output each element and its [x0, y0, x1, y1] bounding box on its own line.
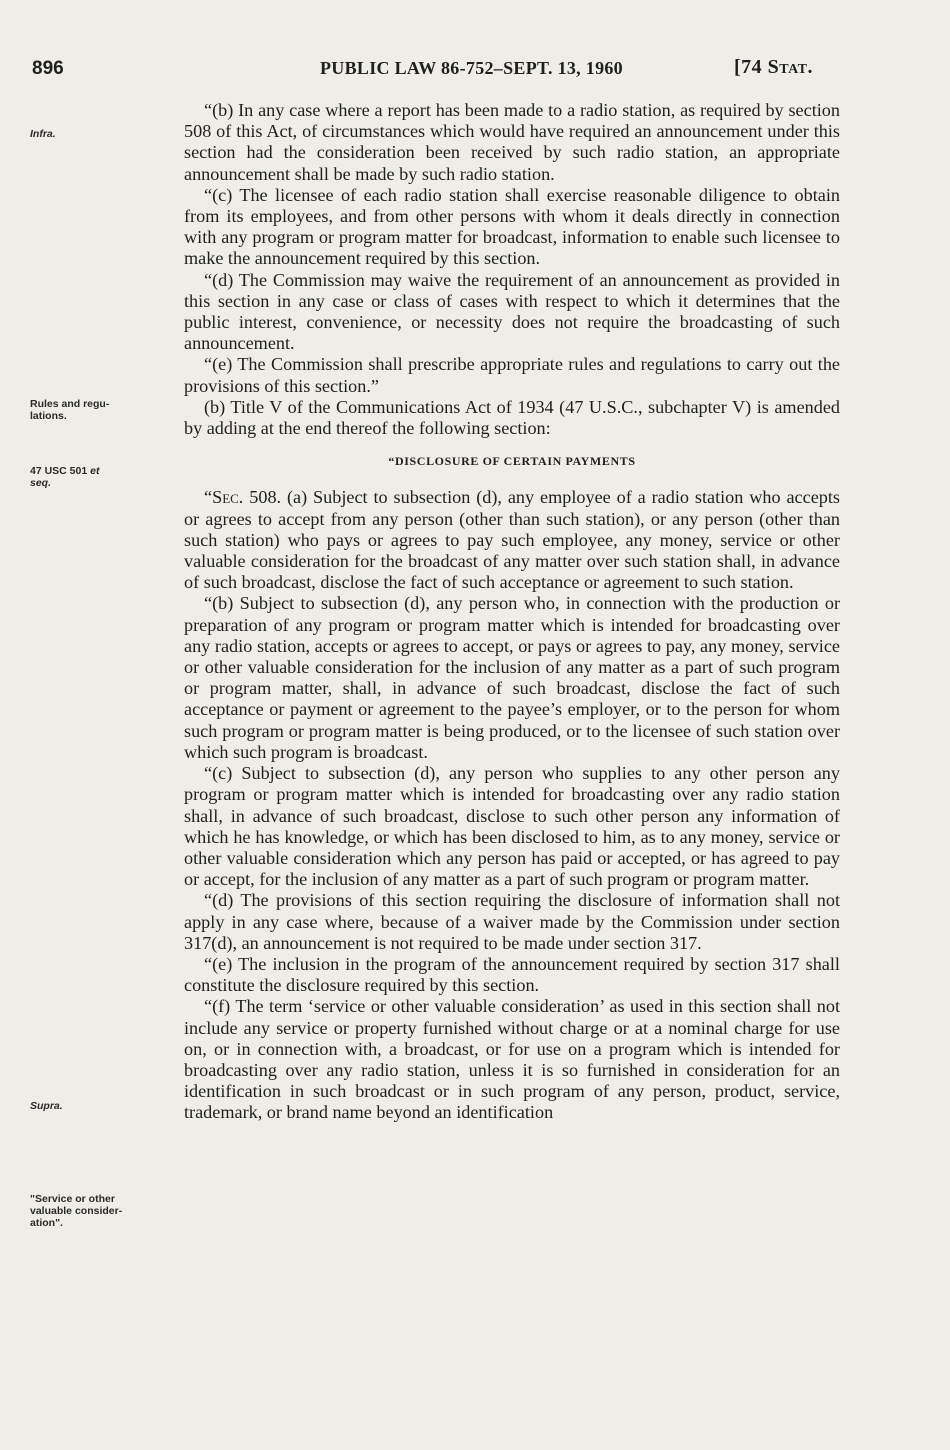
paragraph-508-c: “(c) Subject to subsection (d), any person who supplies to any other person any program or program matter which is intended for broadcasting over any radio station shall, in advance of such broadcast, disclose to such other person any information of which he has knowledge, or which has been disclosed to him, as to any money, service or other valuable consideration which any person has paid or accepted, or has agreed to pay or accept, for the inclusion of any matter as a part of such program or program matter.: [184, 763, 840, 890]
statute-prefix: [74: [734, 56, 768, 78]
paragraph-c-licensee: “(c) The licensee of each radio station shall exercise reasonable diligence to obtain from its employees, and from other persons with whom it deals directly in connection with any program or program matter for broadcast, information to enable such licensee to make the announcement required by this section.: [184, 184, 840, 269]
margin-note-service-line1: "Service or other: [30, 1193, 115, 1205]
margin-note-rules: [30, 398, 178, 422]
paragraph-508-d: “(d) The provisions of this section requiring the disclosure of information shall not apply in any case where, because of a waiver made by the Commission under section 317(d), an announcement is not required to be made under section 317.: [184, 890, 840, 953]
paragraph-508-b: “(b) Subject to subsection (d), any person who, in connection with the production or preparation of any program or program matter which is intended for broadcasting over any radio station, accepts or agrees to accept, or pays or agrees to pay, any money, service or other valuable consideration for the inclusion of any matter as a part of such program or program matter, shall, in advance of such broadcast, disclose the fact of such acceptance or payment or agreement to the payee’s employer, or to the person for whom such program or program matter is being produced, or to the licensee of such station over which such program is broadcast.: [184, 593, 840, 762]
margin-note-usc-text: 47 USC 501: [30, 465, 91, 477]
paragraph-b-report: “(b) In any case where a report has been made to a radio station, as required by section 508 of this Act, of circumstances which would have required an announcement under this section had the consideration been received by such radio station, an appropriate announcement shall be made by such radio station.: [184, 100, 840, 184]
sec-label: Sec.: [212, 487, 244, 508]
margin-note-usc-line1: [30, 465, 178, 477]
margin-note-rules-line2: lations.: [30, 410, 67, 422]
margin-note-usc: [30, 465, 178, 489]
running-title: PUBLIC LAW 86-752–SEPT. 13, 1960: [320, 58, 623, 78]
section-heading: “DISCLOSURE OF CERTAIN PAYMENTS: [388, 454, 636, 469]
paragraph-508-e: “(e) The inclusion in the program of the announcement required by section 317 shall constitute the disclosure required by this section.: [184, 953, 840, 996]
margin-note-supra: Supra.: [30, 1100, 63, 1112]
statute-volume: [734, 56, 813, 79]
margin-note-infra: Infra.: [30, 128, 56, 140]
paragraph-e-rules: “(e) The Commission shall prescribe appropriate rules and regulations to carry out the provisions of this section.”: [184, 354, 840, 396]
paragraph-508-f: “(f) The term ‘service or other valuable consideration’ as used in this section shall not include any service or property furnished without charge or at a nominal charge for use on, or in connection with, a broadcast, or for use on a program which is intended for broadcasting over any radio station, unless it is so furnished in consideration for an identification in such broadcast or in such program of any person, product, service, trademark, or brand name beyond an identification: [184, 996, 840, 1123]
margin-note-service-line2: valuable consider-: [30, 1205, 123, 1217]
page-number: 896: [32, 58, 64, 79]
margin-note-usc-line2: seq.: [30, 477, 52, 489]
statute-abbrev: Stat.: [767, 56, 814, 78]
paragraph-sec-508-a: [184, 487, 840, 593]
paragraph-title-v-amendment: (b) Title V of the Communications Act of 1934 (47 U.S.C., subchapter V) is amended by adding at the end thereof the following section:: [184, 396, 840, 439]
paragraph-d-waiver: “(d) The Commission may waive the requirement of an announcement as provided in this section in any case or class of cases with respect to which it determines that the public interest, convenience, or necessity does not require the broadcasting of such announcement.: [184, 269, 840, 354]
margin-note-service-line3: ation".: [30, 1217, 63, 1229]
margin-note-usc-et: et: [90, 465, 100, 477]
sec-open-quote: “: [204, 487, 213, 508]
margin-note-rules-line1: Rules and regu-: [30, 398, 110, 410]
page-header: [32, 58, 912, 88]
margin-note-service: [30, 1193, 178, 1229]
sec-508-a-text: 508. (a) Subject to subsection (d), any employee of a radio station who accepts or agrees to accept from any person (other than such station), or any person (other than such station) who pays or agrees to pay such employee, any money, service or other valuable consideration for the broadcast of any matter over such station shall, in advance of such broadcast, disclose the fact of such acceptance or agreement to such station.: [184, 487, 840, 593]
statute-body-text: [184, 100, 840, 1124]
